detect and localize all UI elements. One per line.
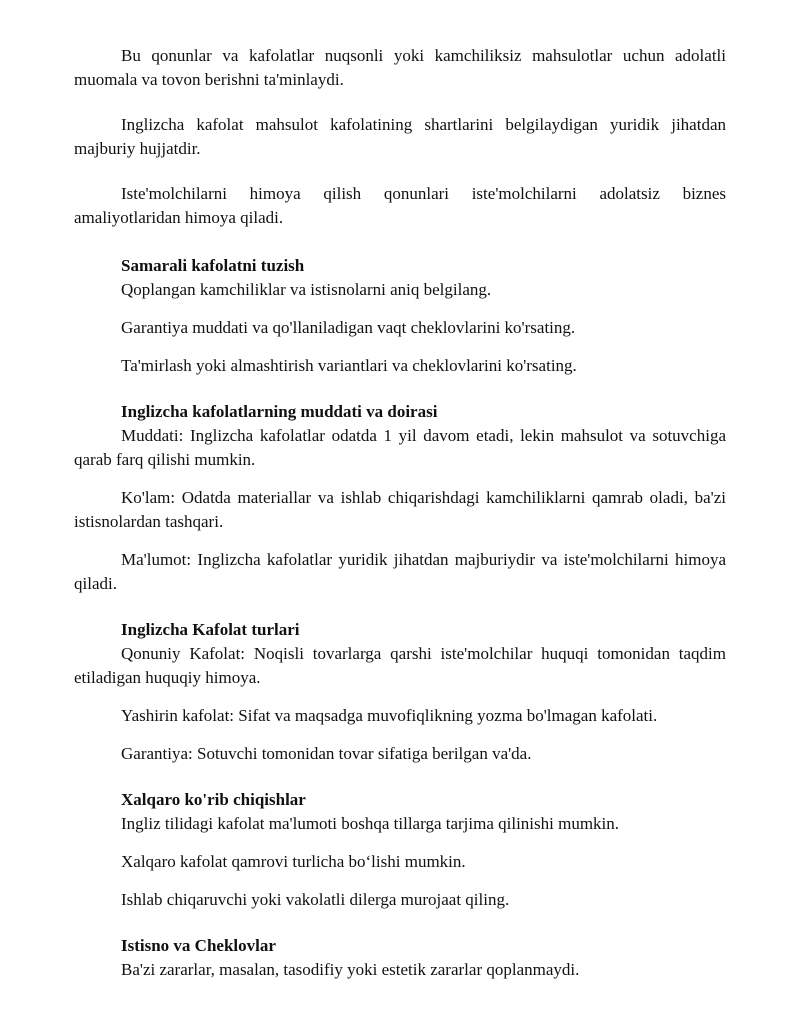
section-heading: Inglizcha kafolatlarning muddati va doirasi <box>121 402 438 421</box>
section-paragraph: Qoplangan kamchiliklar va istisnolarni aniq belgilang. <box>121 280 492 299</box>
section-paragraph: Ba'zi zararlar, masalan, tasodifiy yoki estetik zararlar qoplanmaydi. <box>121 960 580 979</box>
section-duration-scope <box>74 400 726 596</box>
intro-paragraph: Inglizcha kafolat mahsulot kafolatining shartlarini belgilaydigan yuridik jihatdan majburiy hujjatdir. <box>74 115 726 158</box>
section-effective-warranty <box>74 254 726 378</box>
section-paragraph: Muddati: Inglizcha kafolatlar odatda 1 yil davom etadi, lekin mahsulot va sotuvchiga qarab farq qilishi mumkin. <box>74 426 726 469</box>
section-heading: Xalqaro ko'rib chiqishlar <box>121 790 306 809</box>
section-paragraph: Ishlab chiqaruvchi yoki vakolatli dilerga murojaat qiling. <box>121 890 510 909</box>
section-paragraph: Ta'mirlash yoki almashtirish variantlari va cheklovlarini ko'rsating. <box>121 356 577 375</box>
section-warranty-types <box>74 618 726 766</box>
section-heading: Inglizcha Kafolat turlari <box>121 620 300 639</box>
section-paragraph: Qonuniy Kafolat: Noqisli tovarlarga qarshi iste'molchilar huquqi tomonidan taqdim etiladigan huquqiy himoya. <box>74 644 726 687</box>
section-paragraph: Ingliz tilidagi kafolat ma'lumoti boshqa tillarga tarjima qilinishi mumkin. <box>121 814 620 833</box>
section-paragraph: Ko'lam: Odatda materiallar va ishlab chiqarishdagi kamchiliklarni qamrab oladi, ba'zi istisnolardan tashqari. <box>74 488 726 531</box>
section-heading: Samarali kafolatni tuzish <box>121 256 305 275</box>
section-paragraph: Garantiya: Sotuvchi tomonidan tovar sifatiga berilgan va'da. <box>121 744 532 763</box>
section-paragraph: Garantiya muddati va qo'llaniladigan vaqt cheklovlarini ko'rsating. <box>121 318 576 337</box>
section-international <box>74 788 726 912</box>
section-paragraph: Xalqaro kafolat qamrovi turlicha bo‘lishi mumkin. <box>121 852 466 871</box>
section-exclusions <box>74 934 726 982</box>
intro-paragraph: Iste'molchilarni himoya qilish qonunlari iste'molchilarni adolatsiz biznes amaliyotlaridan himoya qiladi. <box>74 184 726 227</box>
section-paragraph: Yashirin kafolat: Sifat va maqsadga muvofiqlikning yozma bo'lmagan kafolati. <box>121 706 658 725</box>
document-page <box>74 44 726 982</box>
intro-block <box>74 44 726 230</box>
section-paragraph: Ma'lumot: Inglizcha kafolatlar yuridik jihatdan majburiydir va iste'molchilarni himoya qiladi. <box>74 550 726 593</box>
section-heading: Istisno va Cheklovlar <box>121 936 276 955</box>
intro-paragraph: Bu qonunlar va kafolatlar nuqsonli yoki kamchiliksiz mahsulotlar uchun adolatli muomala va tovon berishni ta'minlaydi. <box>74 46 726 89</box>
